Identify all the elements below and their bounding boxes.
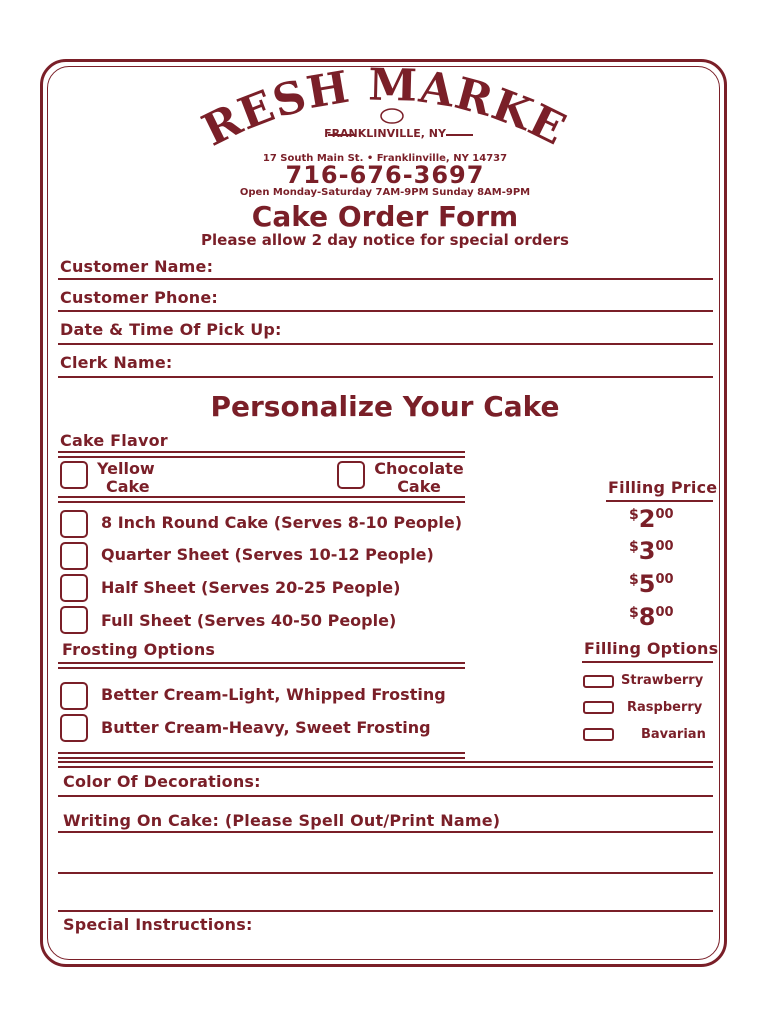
- filling-raspberry-checkbox[interactable]: [583, 701, 614, 714]
- yellow-cake-label: [97, 460, 155, 496]
- decorations-label: Color Of Decorations:: [63, 772, 261, 791]
- special-instructions-label: Special Instructions:: [63, 915, 253, 934]
- price-8-symbol: $: [629, 605, 639, 621]
- frosting-light-label: Better Cream-Light, Whipped Frosting: [101, 685, 446, 704]
- price-3: [629, 537, 674, 565]
- price-2-symbol: $: [629, 507, 639, 523]
- customer-name-field[interactable]: [58, 278, 713, 280]
- filling-price-heading: Filling Price: [608, 478, 718, 497]
- chocolate-cake-label-line1: Chocolate: [374, 459, 464, 478]
- size-half-sheet-label: Half Sheet (Serves 20-25 People): [101, 578, 401, 597]
- price-5-symbol: $: [629, 572, 639, 588]
- price-2: [629, 505, 674, 533]
- price-8-cents: 00: [655, 605, 674, 620]
- price-5-dollars: 5: [638, 570, 656, 598]
- customer-phone-field[interactable]: [58, 310, 713, 312]
- filling-bavarian-checkbox[interactable]: [583, 728, 614, 741]
- frosting-heavy-checkbox[interactable]: [60, 714, 88, 742]
- price-5-cents: 00: [655, 572, 674, 587]
- logo-town: FRANKLINVILLE, NY: [324, 127, 446, 140]
- yellow-cake-checkbox[interactable]: [60, 461, 88, 489]
- frosting-light-checkbox[interactable]: [60, 682, 88, 710]
- filling-strawberry-label: Strawberry: [621, 673, 704, 688]
- clerk-name-label: Clerk Name:: [60, 353, 173, 372]
- size-half-sheet-checkbox[interactable]: [60, 574, 88, 602]
- writing-field-line-2[interactable]: [58, 872, 713, 874]
- frosting-divider-top: [58, 662, 465, 669]
- writing-field-line-1[interactable]: [58, 831, 713, 833]
- cake-flavor-heading: Cake Flavor: [60, 431, 168, 450]
- customer-name-label: Customer Name:: [60, 257, 214, 276]
- price-2-dollars: 2: [638, 505, 656, 533]
- chocolate-cake-label: [373, 460, 465, 496]
- frosting-options-heading: Frosting Options: [62, 640, 216, 659]
- form-title: Cake Order Form: [251, 200, 519, 233]
- yellow-cake-label-line2: Cake: [106, 477, 150, 496]
- store-hours: Open Monday-Saturday 7AM-9PM Sunday 8AM-9PM: [239, 187, 531, 198]
- bottom-divider: [58, 761, 713, 768]
- store-phone: 716-676-3697: [285, 161, 485, 189]
- logo-arc-text: [200, 66, 570, 156]
- yellow-cake-label-line1: Yellow: [97, 459, 155, 478]
- frosting-heavy-label: Butter Cream-Heavy, Sweet Frosting: [101, 718, 431, 737]
- pickup-label: Date & Time Of Pick Up:: [60, 320, 282, 339]
- chocolate-cake-label-line2: Cake: [397, 477, 441, 496]
- size-full-sheet-checkbox[interactable]: [60, 606, 88, 634]
- writing-label: Writing On Cake: (Please Spell Out/Print Name): [63, 811, 501, 830]
- size-8-inch-checkbox[interactable]: [60, 510, 88, 538]
- filling-options-heading: Filling Options: [584, 639, 719, 658]
- price-3-symbol: $: [629, 539, 639, 555]
- size-8-inch-label: 8 Inch Round Cake (Serves 8-10 People): [101, 513, 463, 532]
- customer-phone-label: Customer Phone:: [60, 288, 219, 307]
- flavor-divider-top: [58, 451, 465, 458]
- size-quarter-sheet-checkbox[interactable]: [60, 542, 88, 570]
- price-3-dollars: 3: [638, 537, 656, 565]
- personalize-title: Personalize Your Cake: [210, 390, 560, 423]
- store-address: 17 South Main St. • Franklinville, NY 14737: [262, 153, 508, 164]
- frosting-divider-bottom: [58, 752, 465, 759]
- price-8: [629, 603, 674, 631]
- filling-raspberry-label: Raspberry: [627, 700, 703, 715]
- filling-bavarian-label: Bavarian: [641, 727, 706, 742]
- clerk-name-field[interactable]: [58, 376, 713, 378]
- price-5: [629, 570, 674, 598]
- filling-options-rule: [582, 661, 713, 663]
- logo-badge-icon: [381, 109, 403, 123]
- price-2-cents: 00: [655, 507, 674, 522]
- fresh-market-logo: [200, 66, 570, 156]
- pickup-field[interactable]: [58, 343, 713, 345]
- notice-text: Please allow 2 day notice for special orders: [201, 231, 569, 249]
- price-8-dollars: 8: [638, 603, 656, 631]
- filling-strawberry-checkbox[interactable]: [583, 675, 614, 688]
- size-full-sheet-label: Full Sheet (Serves 40-50 People): [101, 611, 397, 630]
- chocolate-cake-checkbox[interactable]: [337, 461, 365, 489]
- price-3-cents: 00: [655, 539, 674, 554]
- decorations-field[interactable]: [58, 795, 713, 797]
- flavor-divider-bottom: [58, 496, 465, 503]
- filling-price-rule: [606, 500, 713, 502]
- writing-field-line-3[interactable]: [58, 910, 713, 912]
- logo-name: RESH MARKE: [200, 66, 570, 156]
- size-quarter-sheet-label: Quarter Sheet (Serves 10-12 People): [101, 545, 434, 564]
